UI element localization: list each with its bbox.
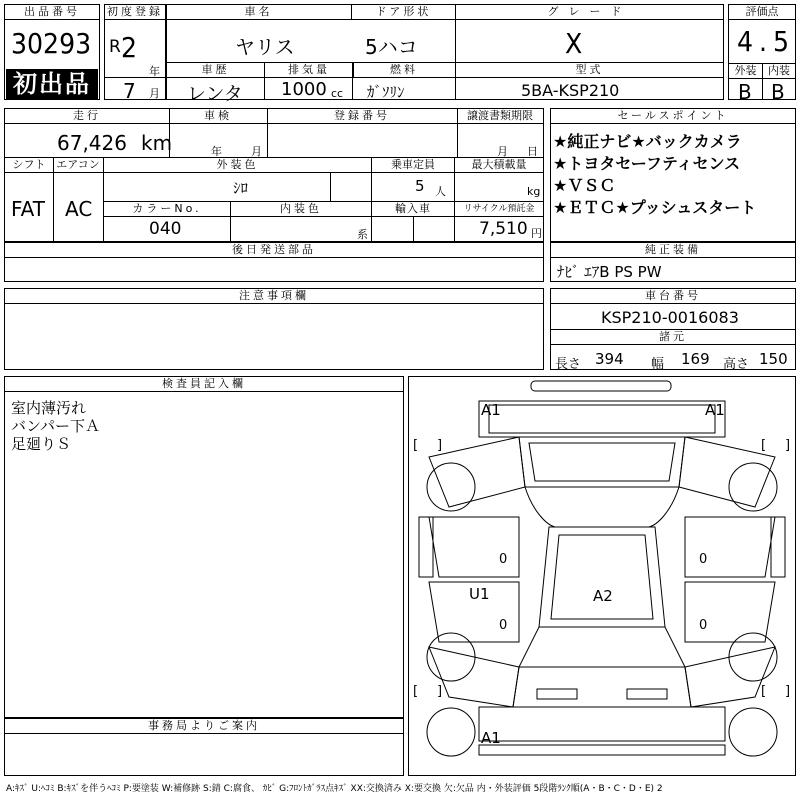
- door-label: ドア形状: [352, 5, 456, 20]
- svg-text:[: [: [761, 438, 767, 453]
- first-reg-label: 初度登録: [105, 5, 166, 20]
- history-label: 車歴: [167, 63, 265, 78]
- reg-no-label: 登録番号: [267, 109, 458, 124]
- header-grid: [104, 4, 724, 105]
- car-diagram: [408, 376, 796, 776]
- first-reg-year-unit: 年: [149, 65, 160, 78]
- equipment-value: ﾅﾋﾞ ｴｱB PS PW: [557, 263, 662, 281]
- svg-text:[: [: [413, 438, 419, 453]
- score-value: 4.5: [737, 25, 796, 58]
- capacity-label: 乗車定員: [372, 158, 455, 173]
- car-name-label: 車名: [166, 5, 352, 20]
- chassis-label: 車台番号: [551, 289, 795, 304]
- equipment-box: [550, 242, 796, 282]
- sales-point-2: ★トヨタセーフティセンス: [553, 154, 741, 173]
- listing-label: 出品番号: [5, 5, 99, 20]
- svg-text:]: ]: [437, 438, 443, 453]
- inspector-line-2: バンパー下Ａ: [11, 417, 100, 435]
- displacement-unit: cc: [331, 87, 344, 100]
- equipment-label: 純正装備: [551, 243, 795, 258]
- chassis-box: [550, 288, 796, 370]
- first-reg-month-unit: 月: [149, 87, 160, 100]
- mileage-unit: km: [141, 131, 173, 155]
- damage-mark-front-right: A1: [705, 401, 725, 419]
- fuel-value: ｶﾞｿﾘﾝ: [367, 83, 405, 101]
- svg-text:[: [: [761, 684, 767, 699]
- first-reg-era: R: [109, 37, 121, 57]
- exterior-score: B: [738, 80, 752, 104]
- model-label: 型式: [456, 63, 723, 78]
- inspection-year-unit: 年: [211, 145, 222, 158]
- width-value: 169: [681, 350, 710, 368]
- first-reg-month: 7: [123, 79, 136, 103]
- inspector-label: 検査員記入欄: [5, 377, 403, 392]
- damage-mark-rear: A1: [481, 729, 501, 747]
- chassis-value: KSP210-0016083: [601, 308, 739, 327]
- notes-label: 注意事項欄: [5, 289, 543, 304]
- mileage-value: 67,426: [57, 131, 127, 155]
- score-box: [728, 4, 796, 104]
- length-label: 長さ: [555, 357, 582, 372]
- sales-point-4: ★ＥＴＣ★プッシュスタート: [553, 198, 757, 217]
- shift-value: FAT: [11, 197, 46, 221]
- svg-text:]: ]: [785, 684, 791, 699]
- height-label: 高さ: [723, 357, 750, 372]
- displacement-value: 1000: [281, 79, 327, 100]
- damage-mark-left-door: U1: [469, 585, 490, 603]
- legend-text: A:ｷｽﾞ U:ﾍｺﾐ B:ｷｽﾞを伴うﾍｺﾐ P:要塗装 W:補修跡 S:錆 C:腐食、 ｶﾋﾞ G:ﾌﾛﾝﾄｶﾞﾗｽ点ｷｽﾞ XX:交換済み X:要交換 欠:欠品 内・外装評価 5段階ﾗﾝｸ順(A・B・C・D・E) 2: [6, 784, 663, 794]
- exterior-color-value: ｼﾛ: [233, 179, 249, 197]
- exterior-color-label: 外装色: [104, 158, 372, 173]
- length-value: 394: [595, 350, 624, 368]
- svg-text:0: 0: [499, 552, 508, 567]
- model-value: 5BA-KSP210: [521, 81, 620, 100]
- sales-points-box: [550, 108, 796, 242]
- svg-text:]: ]: [785, 438, 791, 453]
- svg-text:[: [: [413, 684, 419, 699]
- office-box: [4, 718, 404, 776]
- sales-point-3: ★ＶＳＣ: [553, 176, 616, 195]
- later-parts-label: 後日発送部品: [5, 243, 543, 258]
- mileage-label: 走行: [5, 109, 170, 124]
- sales-points-label: セールスポイント: [551, 109, 795, 124]
- listing-number: 30293: [11, 27, 92, 60]
- displacement-label: 排気量: [265, 63, 354, 78]
- transfer-day-unit: 日: [527, 145, 538, 158]
- color-no-value: 040: [149, 219, 182, 239]
- score-label: 評価点: [729, 5, 795, 20]
- aircon-value: AC: [65, 197, 93, 221]
- recycle-label: リサイクル預託金: [455, 202, 543, 217]
- inspection-label: 車検: [169, 109, 268, 124]
- office-label: 事務局よりご案内: [5, 719, 403, 734]
- interior-color-label: 内装色: [231, 202, 372, 217]
- capacity-value: 5: [415, 177, 425, 195]
- dimensions-label: 諸元: [551, 330, 795, 345]
- svg-text:0: 0: [499, 618, 508, 633]
- inspector-line-3: 足廻りＳ: [11, 435, 72, 453]
- transfer-label: 譲渡書類期限: [457, 109, 543, 124]
- inspector-box: [4, 376, 404, 718]
- color-no-label: カラーNo.: [104, 202, 231, 217]
- notes-box: [4, 288, 544, 370]
- svg-text:]: ]: [437, 684, 443, 699]
- damage-mark-front-left: A1: [481, 401, 501, 419]
- capacity-unit: 人: [435, 185, 446, 198]
- max-load-unit: kg: [527, 185, 541, 198]
- damage-mark-roof: A2: [593, 587, 613, 605]
- transfer-month-unit: 月: [497, 145, 508, 158]
- door-value: 5ハコ: [365, 35, 418, 59]
- svg-text:0: 0: [699, 618, 708, 633]
- width-label: 幅: [651, 357, 665, 372]
- height-value: 150: [759, 350, 788, 368]
- first-reg-year: 2: [121, 31, 138, 64]
- grade-value: X: [565, 27, 583, 60]
- history-value: レンタ: [187, 83, 243, 105]
- import-label: 輸入車: [372, 202, 455, 217]
- first-listing-badge: 初出品: [6, 69, 98, 99]
- vehicle-details: [4, 108, 544, 242]
- svg-text:0: 0: [699, 552, 708, 567]
- recycle-unit: 円: [531, 227, 542, 240]
- car-name-value: ヤリス: [235, 35, 295, 59]
- inspection-month-unit: 月: [251, 145, 262, 158]
- car-diagram-drawing: [409, 377, 795, 775]
- later-parts-box: [4, 242, 544, 282]
- grade-label: グレード: [456, 5, 723, 20]
- inspector-line-1: 室内薄汚れ: [11, 399, 87, 417]
- fuel-label: 燃料: [353, 63, 456, 78]
- shift-label: シフト: [5, 158, 54, 173]
- listing-box: [4, 4, 100, 100]
- interior-color-unit: 系: [357, 228, 368, 241]
- interior-score-label: 内装: [763, 64, 795, 79]
- exterior-score-label: 外装: [729, 64, 762, 79]
- aircon-label: エアコン: [53, 158, 104, 173]
- sales-point-1: ★純正ナビ★バックカメラ: [553, 132, 742, 151]
- recycle-value: 7,510: [479, 219, 528, 239]
- max-load-label: 最大積載量: [455, 158, 543, 173]
- interior-score: B: [771, 80, 785, 104]
